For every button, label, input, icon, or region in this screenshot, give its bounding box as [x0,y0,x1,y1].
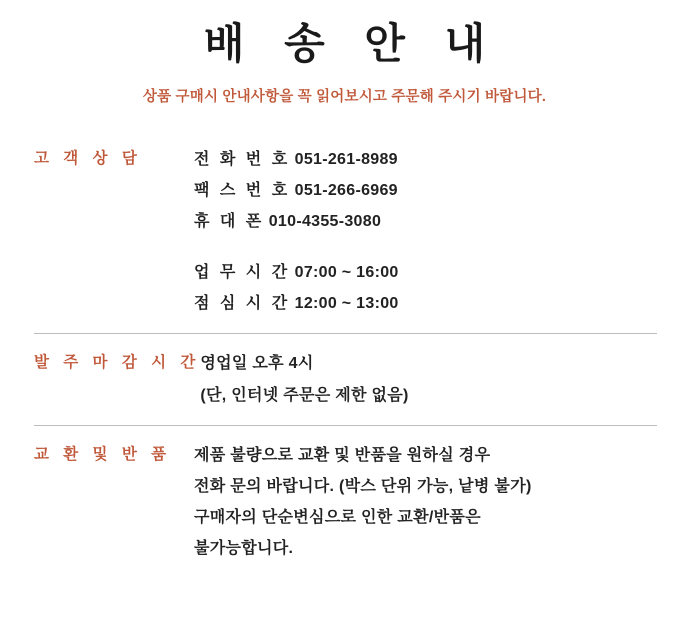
return-line-4: 불가능합니다. [194,540,294,558]
hours-row-lunch [194,288,657,319]
section-customer-service [34,144,657,335]
hours-label-lunch: 점 심 시 간 [194,295,291,313]
contact-row-phone [194,144,657,175]
return-line-1: 제품 불량으로 교환 및 반품을 원하실 경우 [194,446,491,464]
section-label: 고 객 상 담 [34,149,142,167]
section-label: 교 환 및 반 품 [34,445,172,463]
cutoff-line-1: 영업일 오후 4시 [200,355,314,373]
section-body [194,144,657,320]
page-title: 배 송 안 내 [203,20,500,67]
section-order-cutoff [34,334,657,425]
contact-value-phone: 051-261-8989 [294,150,398,168]
info-sections [0,144,689,579]
contact-value-mobile: 010-4355-3080 [268,212,382,230]
contact-value-fax: 051-266-6969 [294,181,398,199]
page-subtitle: 상품 구매시 안내사항을 꼭 읽어보시고 주문해 주시기 바랍니다. [142,88,547,105]
return-line-3: 구매자의 단순변심으로 인한 교환/반품은 [194,509,481,527]
section-body [194,440,657,565]
hours-value-business: 07:00 ~ 16:00 [294,264,399,282]
hours-value-lunch: 12:00 ~ 13:00 [294,295,399,313]
section-label: 발 주 마 감 시 간 [34,354,201,372]
section-body [200,348,657,410]
contact-label-fax: 팩 스 번 호 [194,181,291,199]
contact-label-mobile: 휴 대 폰 [194,212,265,230]
hours-label-business: 업 무 시 간 [194,264,291,282]
cutoff-line-2: (단, 인터넷 주문은 제한 없음) [200,386,409,404]
return-line-2: 전화 문의 바랍니다. (박스 단위 가능, 낱병 불가) [194,478,532,495]
contact-label-phone: 전 화 번 호 [194,150,291,168]
section-exchange-return [34,426,657,579]
contact-row-mobile [194,206,657,237]
hours-row-business [194,257,657,288]
row-spacer [194,237,657,257]
contact-row-fax [194,175,657,206]
